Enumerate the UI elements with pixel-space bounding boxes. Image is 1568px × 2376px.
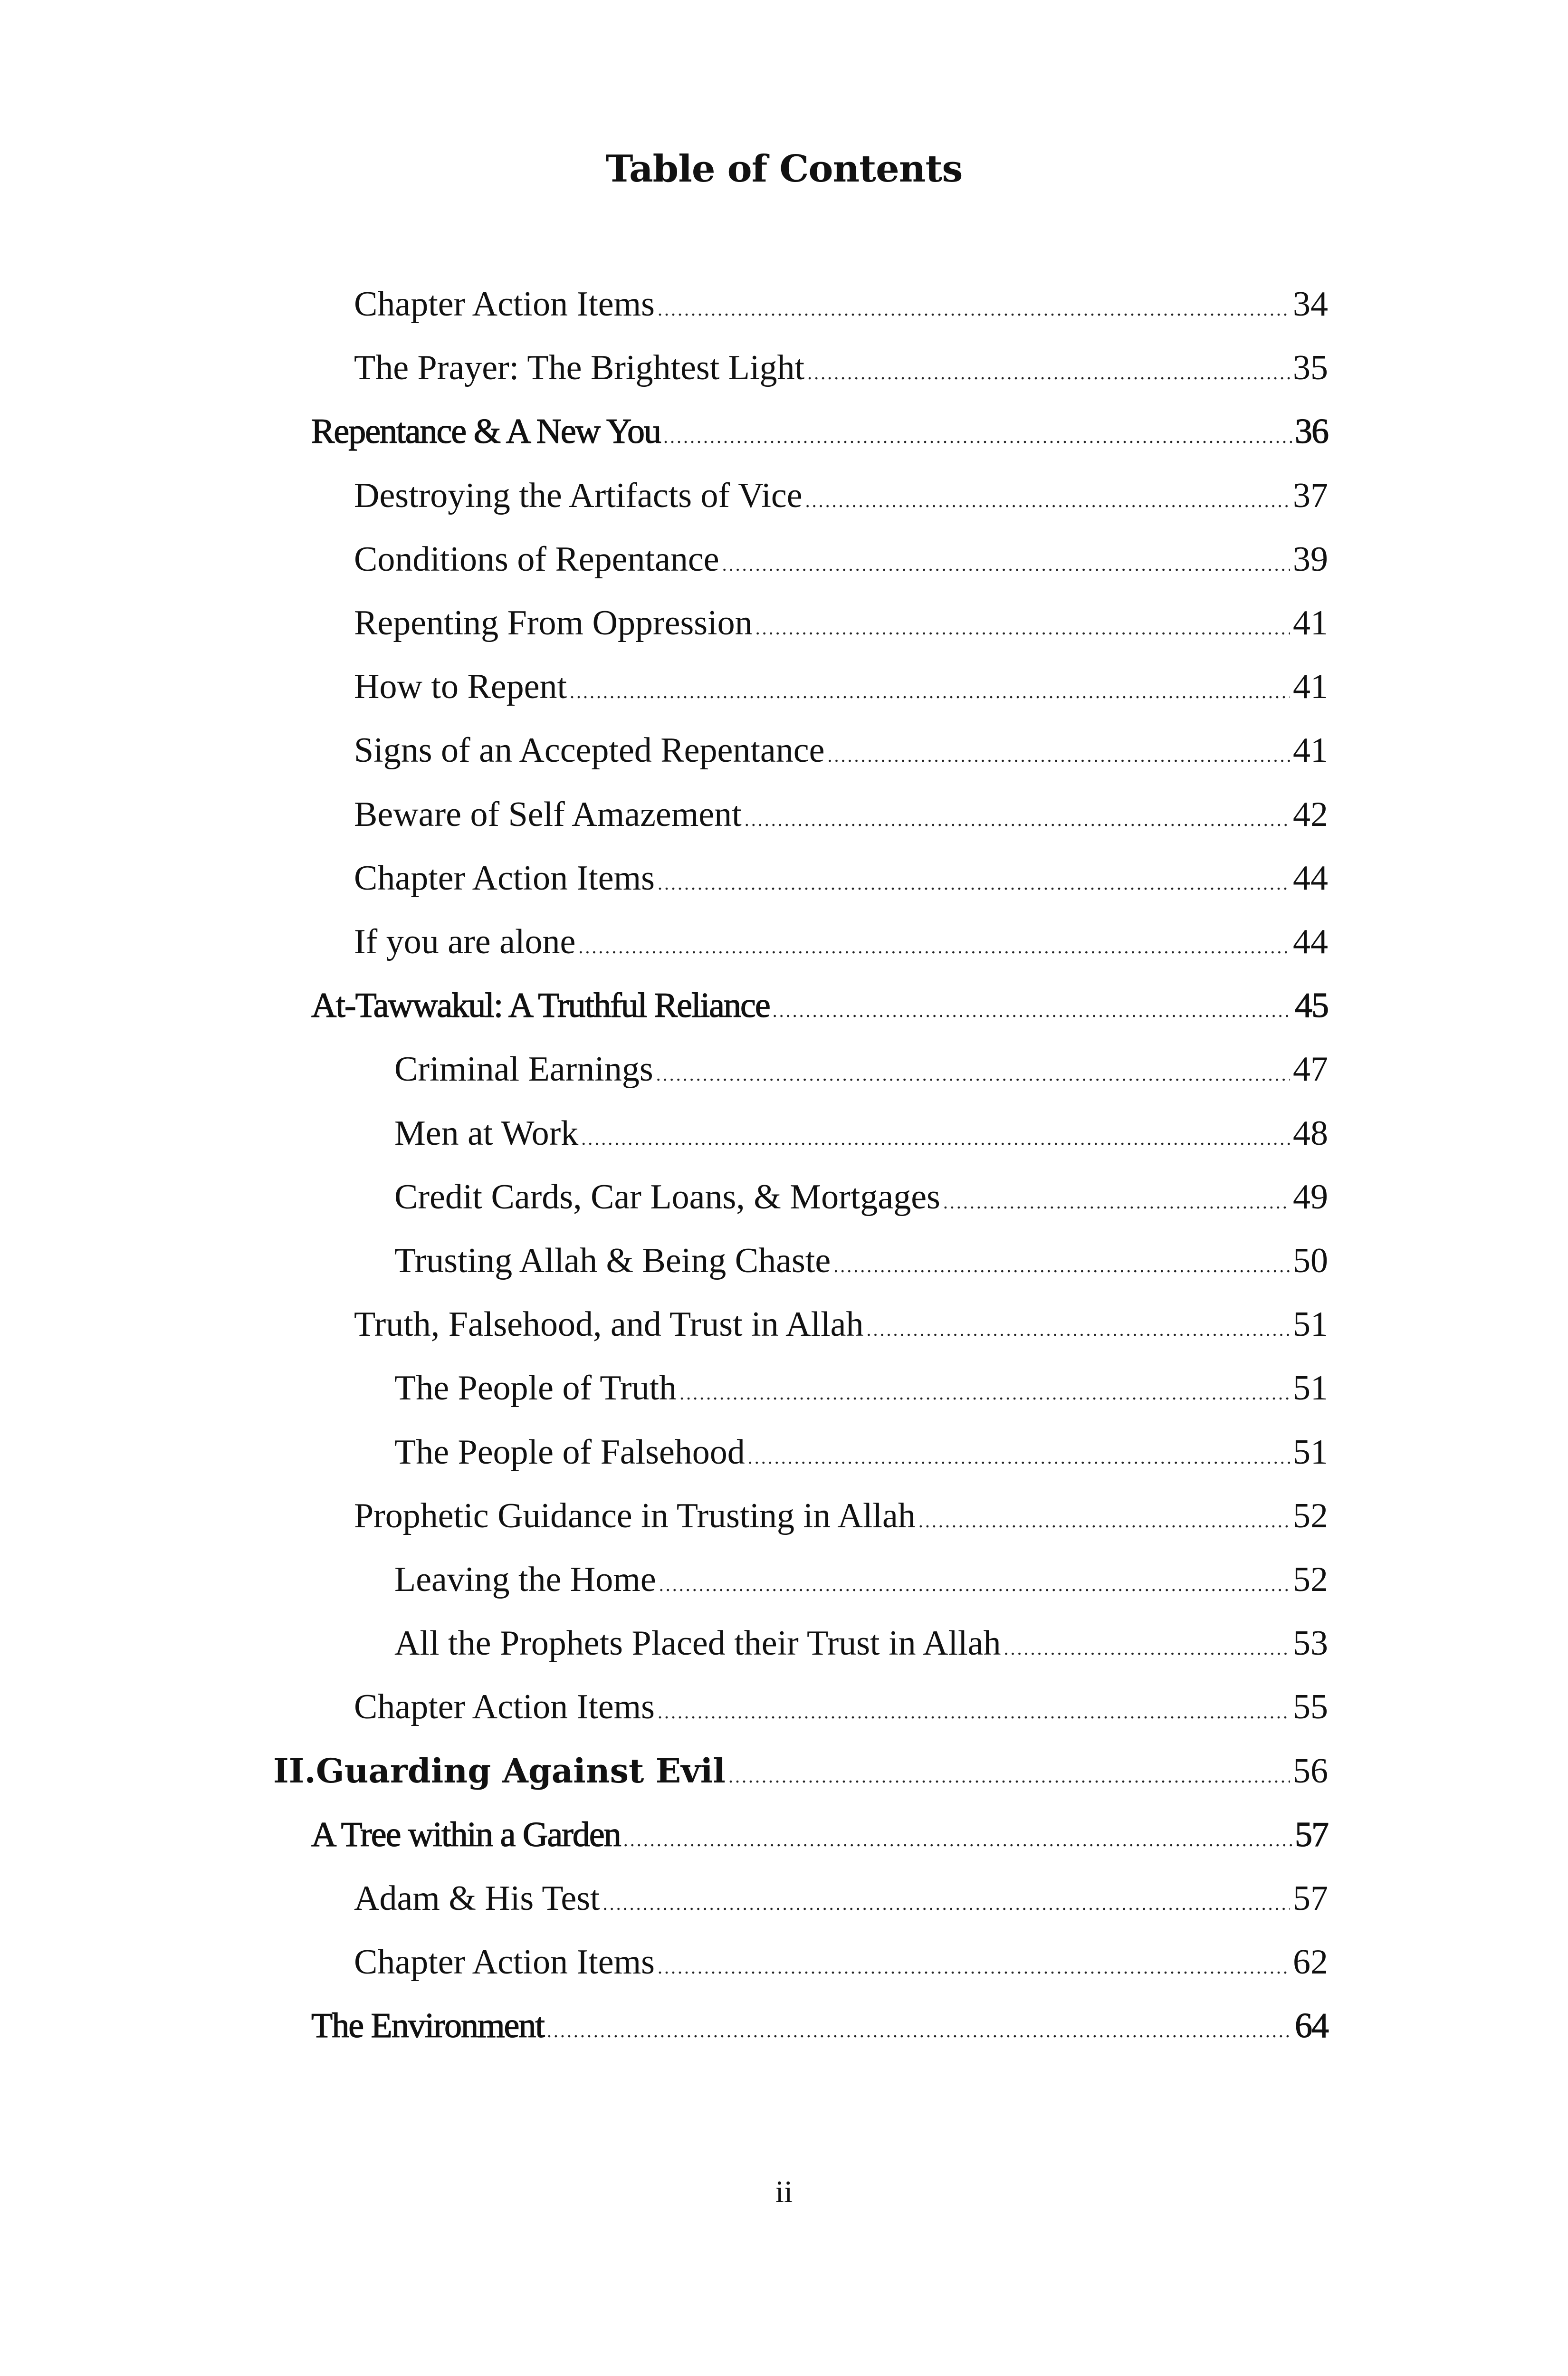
toc-entry-page-number: 37	[1293, 476, 1328, 515]
dot-leader	[656, 1048, 1290, 1101]
dot-leader	[867, 1303, 1291, 1356]
toc-entry-page-number: 50	[1293, 1241, 1328, 1280]
toc-section-entry[interactable]	[394, 1171, 1328, 1223]
toc-part-entry[interactable]	[273, 1745, 1328, 1797]
dot-leader	[658, 283, 1290, 335]
toc-chapter-entry[interactable]	[311, 405, 1328, 458]
toc-entry-page-number: 41	[1293, 667, 1328, 707]
dot-leader	[773, 985, 1292, 1037]
toc-entry-page-number: 53	[1293, 1624, 1328, 1663]
toc-entry-page-number: 39	[1293, 539, 1328, 579]
toc-entry-label: Adam & His Test	[354, 1879, 600, 1918]
dot-leader	[663, 411, 1292, 463]
toc-section-entry[interactable]	[354, 788, 1328, 841]
toc-entry-page-number: 56	[1293, 1751, 1328, 1791]
toc-section-entry[interactable]	[354, 1490, 1328, 1542]
dot-leader	[547, 2005, 1292, 2057]
toc-section-entry[interactable]	[394, 1553, 1328, 1606]
page-title: Table of Contents	[605, 147, 963, 191]
toc-chapter-entry[interactable]	[311, 979, 1328, 1032]
toc-entry-page-number: 57	[1295, 1815, 1328, 1854]
toc-section-entry[interactable]	[394, 1235, 1328, 1287]
toc-entry-label: Signs of an Accepted Repentance	[354, 731, 825, 770]
toc-entry-label: How to Repent	[354, 667, 567, 707]
toc-section-entry[interactable]	[354, 724, 1328, 776]
toc-entry-label: Trusting Allah & Being Chaste	[394, 1241, 831, 1280]
page-number: ii	[775, 2175, 793, 2209]
toc-entry-label: Destroying the Artifacts of Vice	[354, 476, 803, 515]
toc-entry-label: All the Prophets Placed their Trust in Allah	[394, 1624, 1001, 1663]
toc-section-entry[interactable]	[354, 1298, 1328, 1351]
toc-entry-label: Chapter Action Items	[354, 1943, 655, 1982]
dot-leader	[658, 1941, 1290, 1993]
dot-leader	[658, 857, 1290, 910]
toc-entry-page-number: 52	[1293, 1560, 1328, 1599]
toc-entry-page-number: 57	[1293, 1879, 1328, 1918]
toc-chapter-entry[interactable]	[311, 1809, 1328, 1861]
toc-entry-page-number: 49	[1293, 1177, 1328, 1217]
dot-leader	[833, 1240, 1290, 1292]
toc-section-entry[interactable]	[354, 1872, 1328, 1925]
dot-leader	[728, 1750, 1290, 1802]
dot-leader	[623, 1814, 1292, 1866]
toc-section-entry[interactable]	[354, 597, 1328, 649]
toc-section-entry[interactable]	[394, 1107, 1328, 1159]
toc-entry-label: The People of Falsehood	[394, 1432, 745, 1472]
toc-entry-page-number: 44	[1293, 858, 1328, 898]
toc-section-entry[interactable]	[354, 1681, 1328, 1733]
dot-leader	[943, 1176, 1290, 1228]
toc-entry-label: Chapter Action Items	[354, 1687, 655, 1727]
toc-section-entry[interactable]	[394, 1617, 1328, 1669]
toc-entry-page-number: 51	[1293, 1369, 1328, 1408]
toc-entry-label: Beware of Self Amazement	[354, 795, 742, 834]
toc-entry-label: At-Tawwakul: A Truthful Reliance	[311, 986, 770, 1025]
toc-entry-label: Repentance & A New You	[311, 412, 660, 451]
dot-leader	[570, 666, 1290, 718]
part-numeral: II.	[273, 1751, 316, 1791]
toc-entry-label: Truth, Falsehood, and Trust in Allah	[354, 1305, 864, 1344]
dot-leader	[1004, 1622, 1290, 1675]
dot-leader	[748, 1431, 1290, 1484]
toc-entry-label: Leaving the Home	[394, 1560, 656, 1599]
toc-section-entry[interactable]	[354, 852, 1328, 904]
toc-entry-label: Guarding Against Evil	[316, 1751, 726, 1791]
toc-entry-page-number: 52	[1293, 1496, 1328, 1535]
toc-entry-page-number: 42	[1293, 795, 1328, 834]
toc-entry-label: The Prayer: The Brightest Light	[354, 348, 805, 388]
dot-leader	[578, 921, 1290, 973]
dot-leader	[679, 1367, 1290, 1419]
toc-entry-page-number: 62	[1293, 1943, 1328, 1982]
dot-leader	[603, 1878, 1290, 1930]
toc-entry-page-number: 41	[1293, 731, 1328, 770]
dot-leader	[659, 1559, 1290, 1611]
toc-section-entry[interactable]	[354, 916, 1328, 968]
toc-entry-label: Chapter Action Items	[354, 858, 655, 898]
toc-entry-page-number: 51	[1293, 1432, 1328, 1472]
toc-section-entry[interactable]	[354, 342, 1328, 394]
toc-entry-page-number: 41	[1293, 604, 1328, 642]
toc-entry-label: Repenting From Oppression	[354, 604, 753, 642]
toc-entry-page-number: 55	[1293, 1687, 1328, 1727]
toc-section-entry[interactable]	[354, 661, 1328, 713]
toc-entry-page-number: 34	[1293, 285, 1328, 324]
toc-entry-page-number: 44	[1293, 922, 1328, 961]
toc-entry-label: Conditions of Repentance	[354, 539, 719, 579]
toc-entry-page-number: 45	[1295, 986, 1328, 1025]
toc-entry-page-number: 64	[1295, 2006, 1328, 2046]
toc-entry-label: Chapter Action Items	[354, 285, 655, 324]
toc-section-entry[interactable]	[394, 1043, 1328, 1095]
toc-entry-label: Prophetic Guidance in Trusting in Allah	[354, 1496, 916, 1535]
toc-entry-label: The Environment	[311, 2006, 544, 2046]
toc-section-entry[interactable]	[354, 1936, 1328, 1988]
toc-entry-label: A Tree within a Garden	[311, 1815, 621, 1854]
toc-section-entry[interactable]	[354, 469, 1328, 522]
dot-leader	[807, 347, 1290, 399]
dot-leader	[827, 729, 1290, 782]
toc-entry-label: Credit Cards, Car Loans, & Mortgages	[394, 1177, 940, 1217]
toc-entry-page-number: 35	[1293, 348, 1328, 388]
dot-leader	[755, 602, 1290, 654]
toc-entry-page-number: 48	[1293, 1113, 1328, 1153]
dot-leader	[805, 475, 1290, 527]
toc-section-entry[interactable]	[394, 1426, 1328, 1478]
toc-entry-label: The People of Truth	[394, 1369, 677, 1408]
dot-leader	[918, 1495, 1290, 1547]
dot-leader	[722, 538, 1290, 591]
dot-leader	[658, 1686, 1290, 1738]
dot-leader	[745, 794, 1290, 846]
toc-entry-label: Men at Work	[394, 1113, 579, 1153]
toc-entry-label: Criminal Earnings	[394, 1050, 653, 1089]
toc-section-entry[interactable]	[394, 1362, 1328, 1414]
dot-leader	[581, 1112, 1290, 1165]
toc-entry-page-number: 51	[1293, 1305, 1328, 1344]
toc-section-entry[interactable]	[354, 533, 1328, 585]
toc-entry-page-number: 36	[1295, 412, 1328, 451]
toc-entry-label: If you are alone	[354, 922, 576, 961]
toc-entry-page-number: 47	[1293, 1050, 1328, 1089]
toc-section-entry[interactable]	[354, 278, 1328, 330]
toc-chapter-entry[interactable]	[311, 2000, 1328, 2052]
